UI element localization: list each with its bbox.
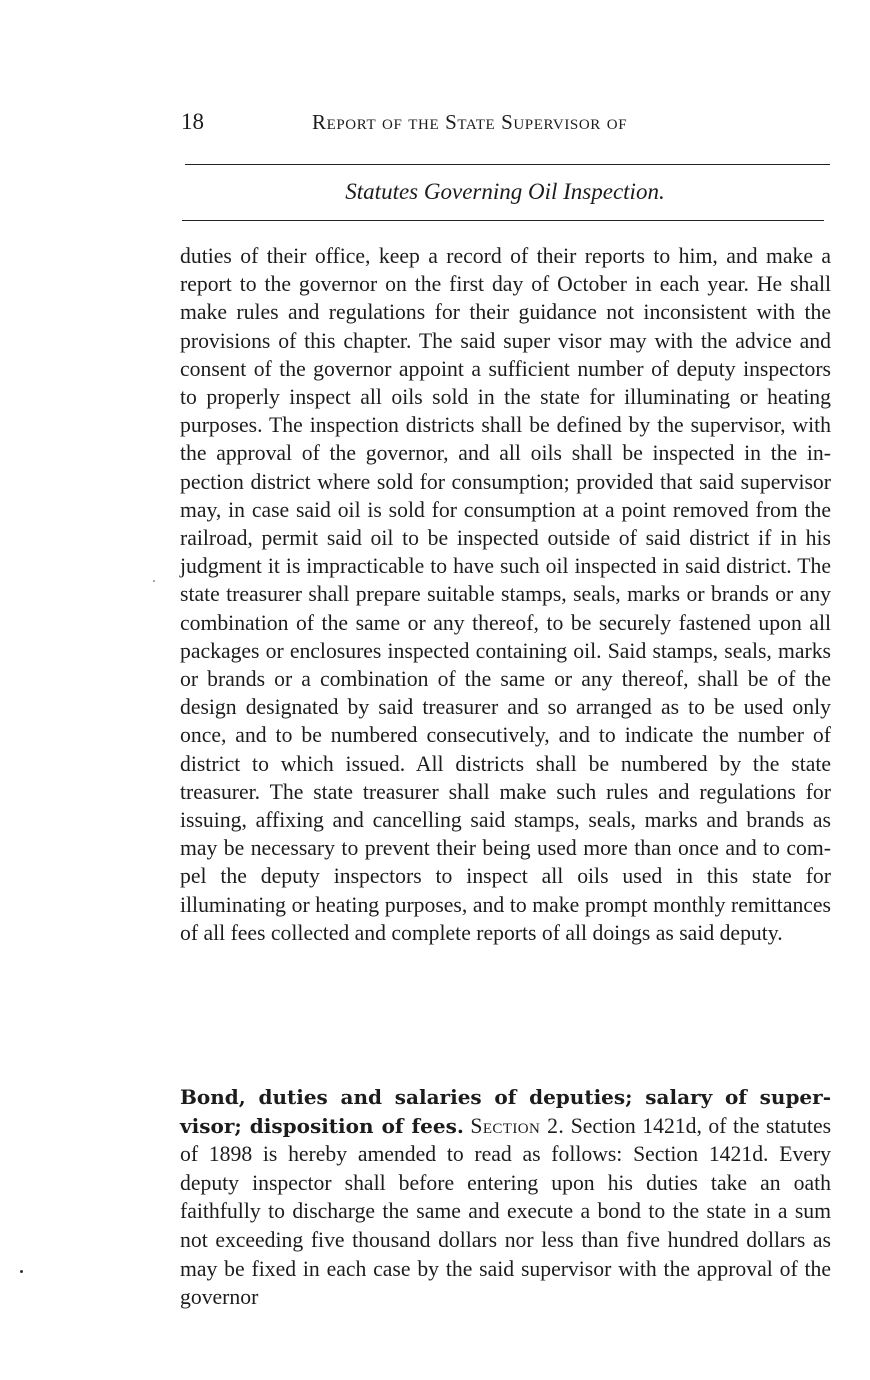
running-head: Report of the State Supervisor of bbox=[312, 110, 628, 134]
section-label: Section 2. bbox=[470, 1113, 565, 1138]
section-text: Section 1421d, of the statutes of 1898 is hereby amended to read as follows: Section 1421d. Every deputy inspector shall before entering upon his duties take an oath faithfully to discharge the same and execute a bond to the state in a sum not exceeding five thousand dollars nor less than five hundred dollars as may be fixed in each case by the said supervisor with the approval of the governor bbox=[180, 1113, 832, 1310]
section-heading: Bond, duties and salaries of deputies; salary of supervisor; disposition of fees. bbox=[180, 1085, 831, 1138]
header-rule-top bbox=[185, 164, 830, 165]
body-paragraph-1: duties of their office, keep a record of their reports to him, and make a report to the governor on the first day of October in each year. He shall make rules and regulations for their guidance not inconsistent with the provisions of this chapter. The said super visor may with the advice and consent of the governor appoint a sufficient number of deputy inspectors to properly inspect all oils sold in the state for illuminating or heating purposes. The inspection districts shall be defined by the supervisor, with the approval of the governor, and all oils shall be inspected in the inpection district where sold for consumption; provided that said supervisor may, in case said oil is sold for consumption at a point removed from the railroad, permit said oil to be inspected outside of said district if in his judgment it is impracticable to have such oil inspected in said district. The state treasurer shall prepare suitable stamps, seals, marks or brands or any combination of the same or any thereof, to be securely fastened upon all packages or enclosures inspected containing oil. Said stamps, seals, marks or brands or a combination of the same or any thereof, shall be of the design designated by said treasurer and so arranged as to be used only once, and to be numbered consecutively, and to indicate the number of district to which issued. All districts shall be numbered by the state treasurer. The state treasurer shall make such rules and regulations for issuing, affixing and cancelling said stamps, seals, marks and brands as may be necessary to prevent their being used more than once and to compel the deputy inspectors to inspect all oils used in this state for illuminating or heating purposes, and to make prompt monthly remittances of all fees collected and complete reports of all doings as said deputy. bbox=[180, 244, 831, 945]
section-title: Statutes Governing Oil Inspection. bbox=[345, 179, 665, 204]
scan-speck bbox=[153, 580, 155, 582]
scan-speck bbox=[20, 1270, 23, 1273]
body-paragraph-2 bbox=[180, 1083, 831, 1312]
header-rule-bottom bbox=[182, 220, 824, 221]
page-number: 18 bbox=[181, 109, 204, 134]
